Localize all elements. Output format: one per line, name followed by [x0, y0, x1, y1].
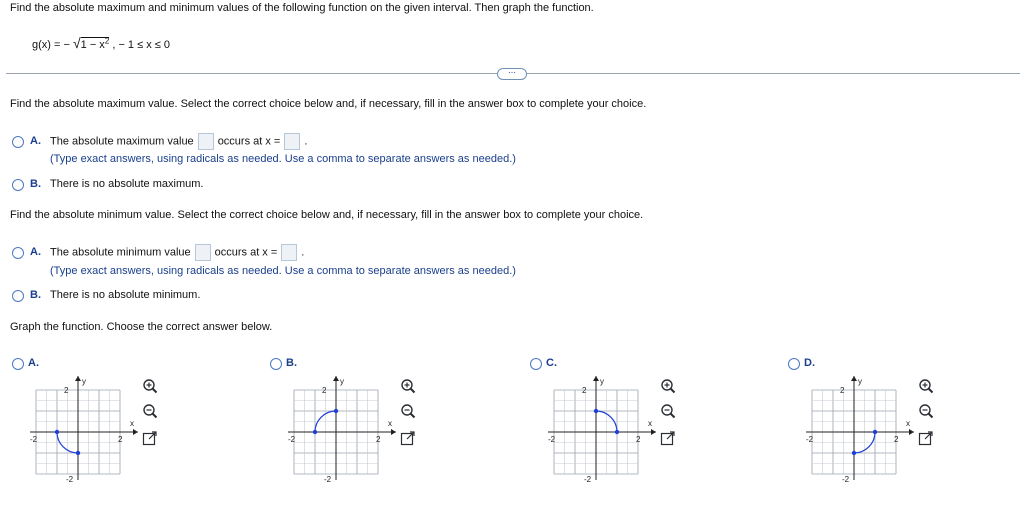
- y-axis-label: y: [340, 377, 344, 386]
- x-axis-arrow: [909, 429, 914, 435]
- min-choice-a-radio[interactable]: [12, 247, 24, 259]
- y-axis-arrow: [593, 376, 599, 381]
- function-graph: [802, 372, 932, 492]
- y-tick-neg2: -2: [584, 475, 592, 484]
- max-choice-a-hint: (Type exact answers, using radicals as needed. Use a comma to separate answers as needed.): [50, 153, 516, 165]
- y-axis-arrow: [333, 376, 339, 381]
- min-choice-a-text2: occurs at x =: [214, 246, 278, 259]
- x-tick-neg2: -2: [30, 435, 38, 444]
- max-choice-a-text1: The absolute maximum value: [50, 135, 194, 148]
- graph-choice-radio[interactable]: [270, 358, 282, 370]
- max-choice-b-letter: B.: [30, 178, 41, 190]
- x-axis-arrow: [651, 429, 656, 435]
- x-axis-label: x: [906, 419, 910, 428]
- graph-choice-b: [268, 350, 488, 490]
- x-tick-neg2: -2: [806, 435, 814, 444]
- zoom-in-icon[interactable]: [660, 378, 676, 394]
- y-axis-arrow: [851, 376, 857, 381]
- curve-endpoint: [334, 409, 338, 413]
- y-tick-2: 2: [64, 386, 69, 395]
- curve-endpoint: [615, 430, 619, 434]
- max-choice-b-radio[interactable]: [12, 179, 24, 191]
- max-choice-b-text: There is no absolute maximum.: [50, 178, 204, 190]
- min-choice-a-hint: (Type exact answers, using radicals as needed. Use a comma to separate answers as needed.): [50, 265, 516, 277]
- x-axis-label: x: [130, 419, 134, 428]
- x-axis-label: x: [388, 419, 392, 428]
- y-tick-neg2: -2: [66, 475, 74, 484]
- curve-endpoint: [313, 430, 317, 434]
- min-choice-b-radio[interactable]: [12, 290, 24, 302]
- max-prompt: Find the absolute maximum value. Select the correct choice below and, if necessary, fill in the answer box to complete your choice.: [10, 98, 647, 110]
- graph-choice-d: [786, 350, 1006, 490]
- x-axis-arrow: [133, 429, 138, 435]
- function-graph: [26, 372, 156, 492]
- graph-choice-letter: D.: [804, 357, 815, 369]
- zoom-out-icon[interactable]: [660, 403, 676, 419]
- graph-choice-letter: A.: [28, 357, 39, 369]
- function-radicand: 1 − x: [80, 39, 105, 51]
- graph-choice-radio[interactable]: [530, 358, 542, 370]
- max-choice-a-text2: occurs at x =: [217, 135, 281, 148]
- y-tick-2: 2: [582, 386, 587, 395]
- x-tick-2: 2: [376, 435, 381, 444]
- function-exponent: 2: [104, 36, 110, 46]
- y-axis-label: y: [858, 377, 862, 386]
- more-button[interactable]: ⋯: [497, 68, 527, 80]
- x-tick-2: 2: [894, 435, 899, 444]
- min-x-input[interactable]: [281, 244, 297, 261]
- question-instruction: Find the absolute maximum and minimum values of the following function on the given interval. Then graph the function.: [10, 2, 594, 14]
- expand-icon[interactable]: [918, 430, 934, 446]
- graph-choice-letter: B.: [286, 357, 297, 369]
- square-root: $√1 - x^2$: [72, 35, 110, 51]
- graph-choice-radio[interactable]: [12, 358, 24, 370]
- function-graph: [544, 372, 674, 492]
- curve-endpoint: [873, 430, 877, 434]
- expand-icon[interactable]: [400, 430, 416, 446]
- min-choice-b-letter: B.: [30, 289, 41, 301]
- expand-icon[interactable]: [660, 430, 676, 446]
- max-x-input[interactable]: [284, 133, 300, 150]
- zoom-out-icon[interactable]: [142, 403, 158, 419]
- x-tick-neg2: -2: [288, 435, 296, 444]
- zoom-in-icon[interactable]: [400, 378, 416, 394]
- function-lhs: g(x) = −: [32, 39, 70, 51]
- zoom-out-icon[interactable]: [400, 403, 416, 419]
- x-tick-2: 2: [636, 435, 641, 444]
- y-axis-label: y: [82, 377, 86, 386]
- graph-choice-letter: C.: [546, 357, 557, 369]
- graph-prompt: Graph the function. Choose the correct answer below.: [10, 321, 273, 333]
- max-value-input[interactable]: [198, 133, 214, 150]
- y-axis-arrow: [75, 376, 81, 381]
- curve-endpoint: [852, 451, 856, 455]
- x-axis-arrow: [391, 429, 396, 435]
- expand-icon[interactable]: [142, 430, 158, 446]
- y-axis-label: y: [600, 377, 604, 386]
- max-choice-a-letter: A.: [30, 135, 41, 147]
- min-value-input[interactable]: [195, 244, 211, 261]
- max-choice-a: The absolute maximum value occurs at x = .: [50, 133, 307, 150]
- curve-endpoint: [76, 451, 80, 455]
- min-choice-b-text: There is no absolute minimum.: [50, 289, 201, 301]
- graph-choice-a: [10, 350, 230, 490]
- zoom-out-icon[interactable]: [918, 403, 934, 419]
- max-choice-a-radio[interactable]: [12, 136, 24, 148]
- y-tick-neg2: -2: [842, 475, 850, 484]
- y-tick-2: 2: [840, 386, 845, 395]
- y-tick-neg2: -2: [324, 475, 332, 484]
- x-tick-neg2: -2: [548, 435, 556, 444]
- min-prompt: Find the absolute minimum value. Select the correct choice below and, if necessary, fill in the answer box to complete your choice.: [10, 209, 644, 221]
- min-choice-a: The absolute minimum value occurs at x = .: [50, 244, 304, 261]
- curve-endpoint: [55, 430, 59, 434]
- graph-choice-c: [528, 350, 748, 490]
- graph-choice-radio[interactable]: [788, 358, 800, 370]
- curve-endpoint: [594, 409, 598, 413]
- zoom-in-icon[interactable]: [142, 378, 158, 394]
- y-tick-2: 2: [322, 386, 327, 395]
- x-tick-2: 2: [118, 435, 123, 444]
- function-definition: [32, 35, 170, 51]
- function-graph: [284, 372, 414, 492]
- zoom-in-icon[interactable]: [918, 378, 934, 394]
- function-interval: , − 1 ≤ x ≤ 0: [112, 39, 170, 51]
- min-choice-a-text1: The absolute minimum value: [50, 246, 191, 259]
- min-choice-a-letter: A.: [30, 246, 41, 258]
- x-axis-label: x: [648, 419, 652, 428]
